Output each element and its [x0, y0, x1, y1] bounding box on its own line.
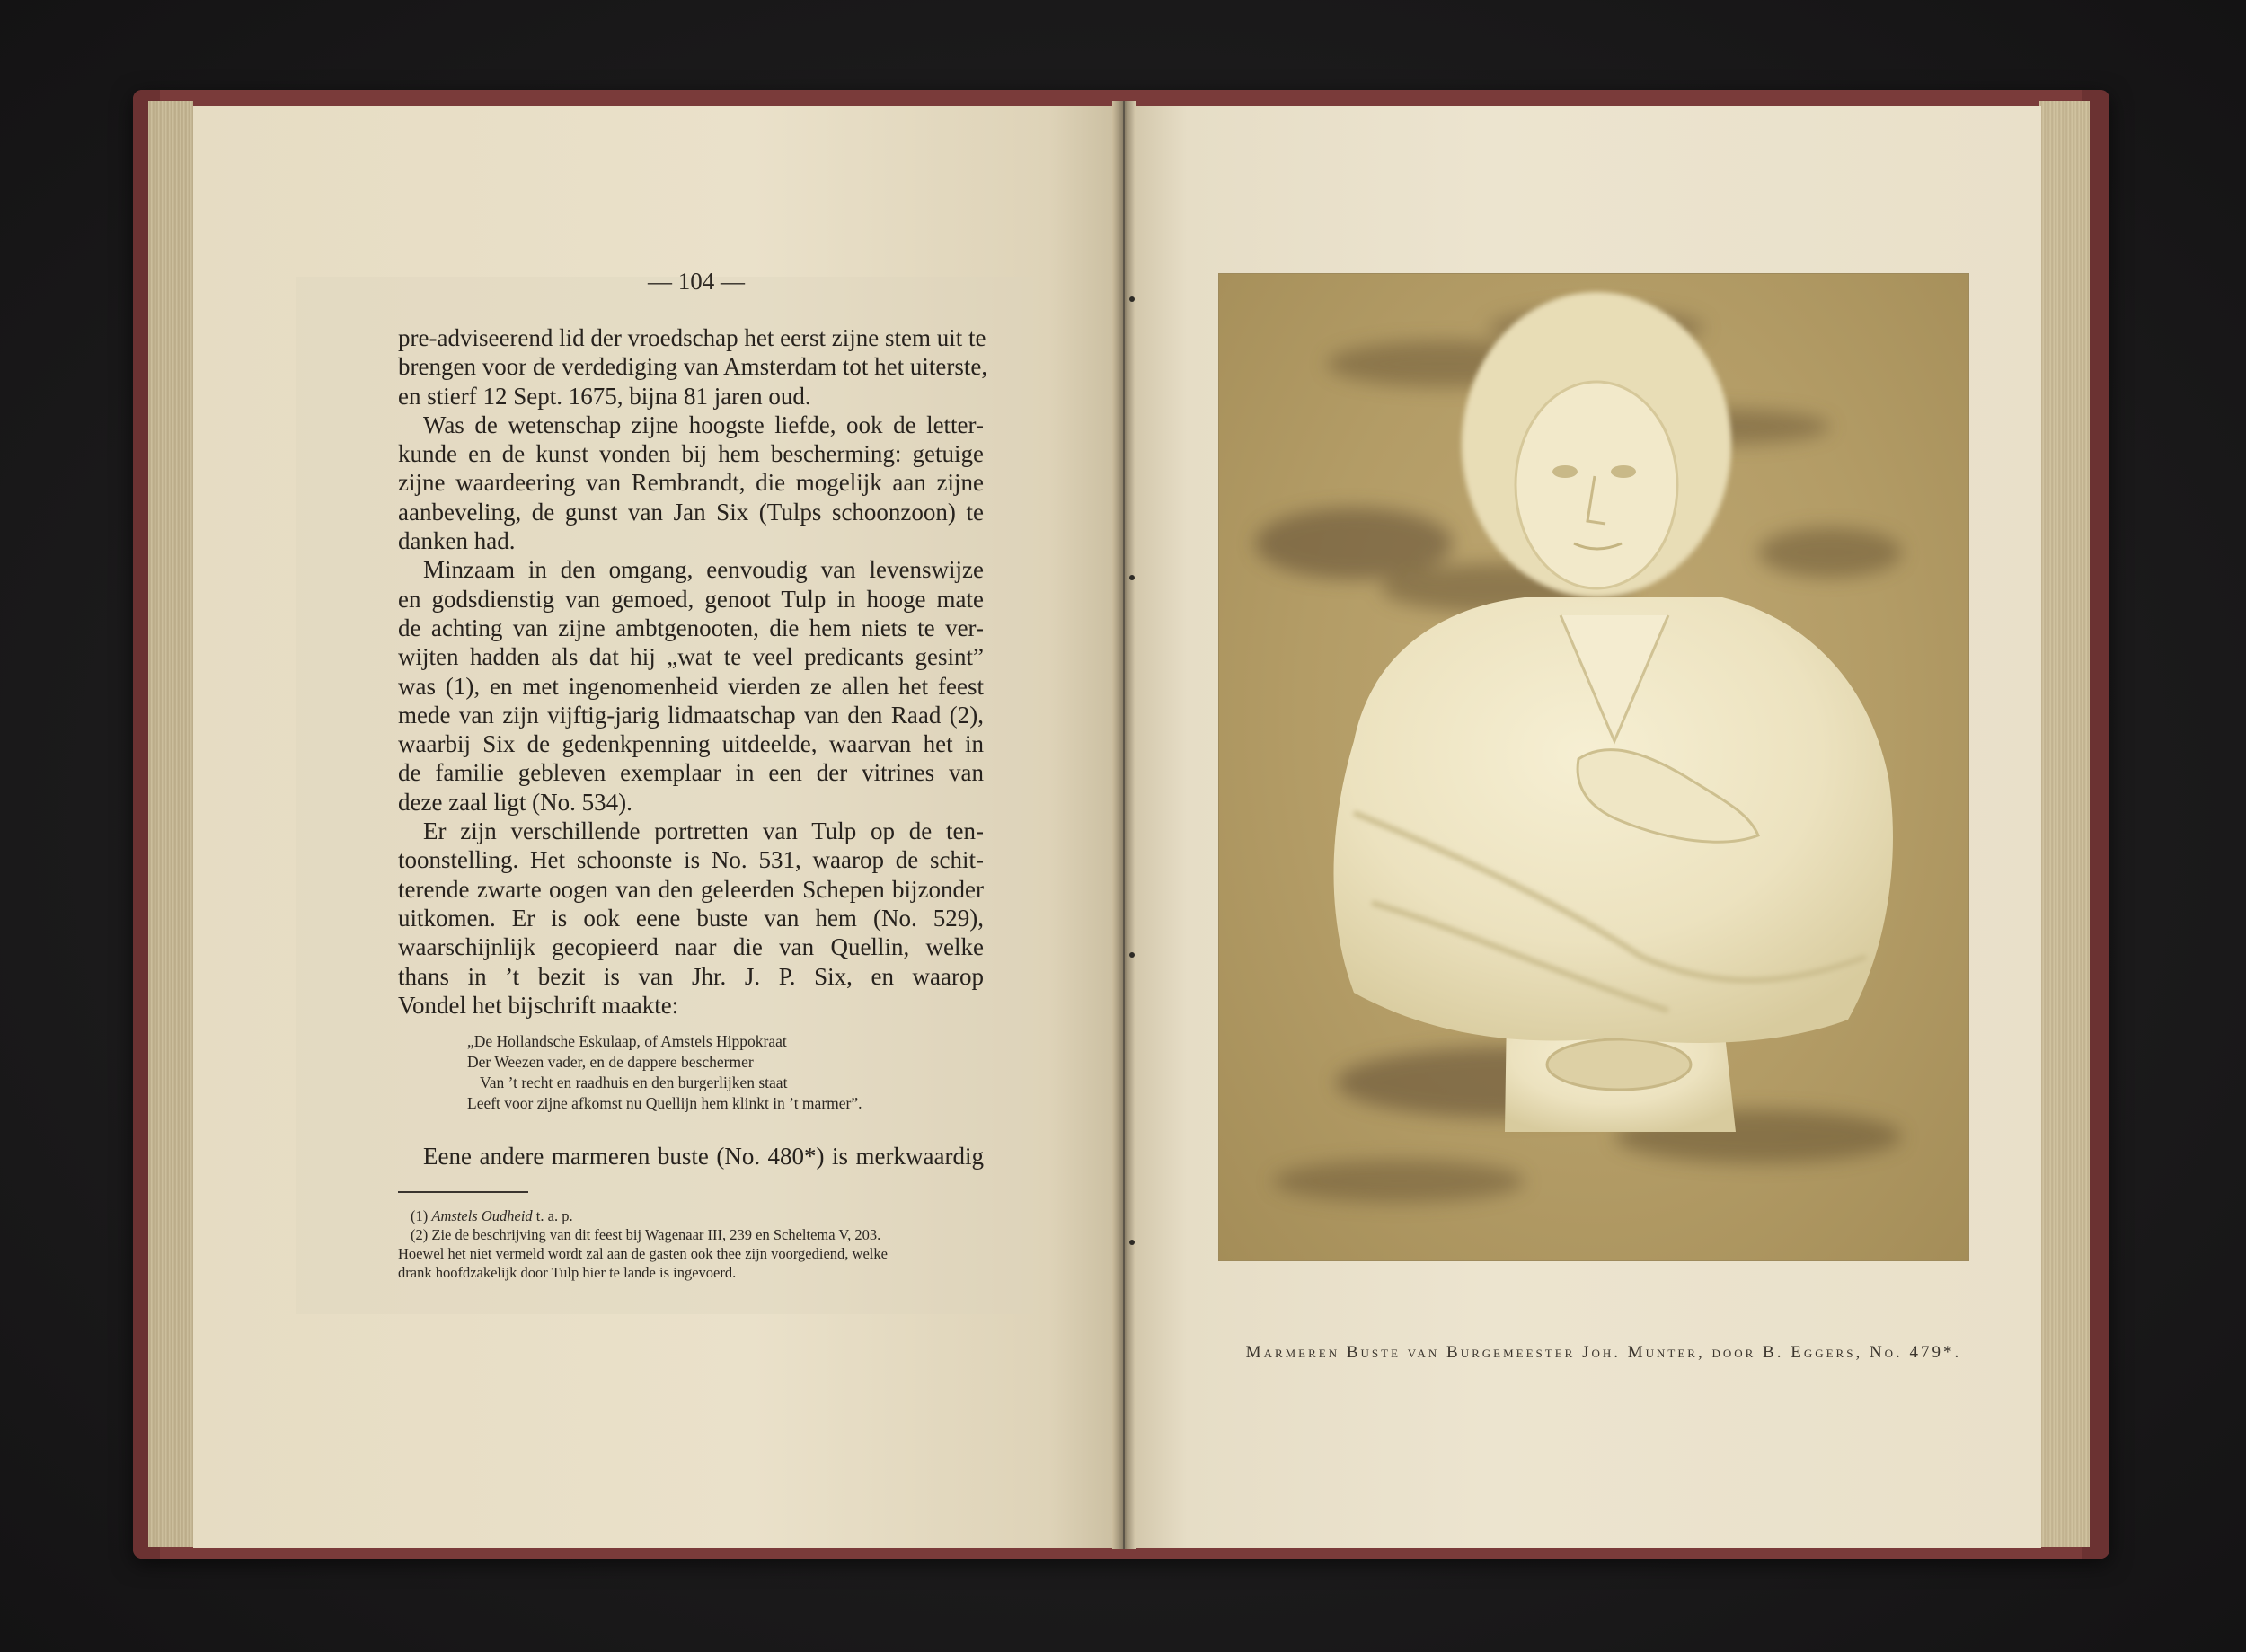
text-line: deze zaal ligt (No. 534). [398, 788, 632, 816]
footnote-2-continued: drank hoofdzakelijk door Tulp hier te lande is ingevoerd. [398, 1264, 737, 1281]
poem-line: Der Weezen vader, en de dappere beschermer [467, 1053, 754, 1071]
text-line: terende zwarte oogen van den geleerden Schepen bijzonder [398, 875, 984, 903]
text-line: Was de wetenschap zijne hoogste liefde, ook de letter- [423, 411, 984, 438]
text-line: wijten hadden als dat hij „wat te veel predicants gesint” [398, 643, 984, 671]
text-line: pre-adviseerend lid der vroedschap het eerst zijne stem uit te [398, 324, 986, 351]
text-line: waarbij Six de gedenkpenning uitdeelde, waarvan het in [398, 730, 984, 758]
footnote-title: Amstels Oudheid [431, 1207, 533, 1224]
paragraph [398, 555, 984, 817]
text-line: aanbeveling, de gunst van Jan Six (Tulps schoonzoon) te [398, 498, 984, 526]
text-line: uitkomen. Er is ook eene buste van hem (No. 529), [398, 904, 984, 932]
text-line: danken had. [398, 527, 516, 555]
binding-stitch [1129, 1240, 1135, 1245]
text-line: toonstelling. Het schoonste is No. 531, waarop de schit- [398, 846, 984, 874]
binding-stitch [1129, 575, 1135, 580]
footnotes [398, 1206, 984, 1282]
marble-bust-illustration [1219, 274, 1968, 1260]
bust-photograph [1219, 274, 1968, 1260]
text-line: thans in ’t bezit is van Jhr. J. P. Six, en waarop [398, 962, 984, 990]
page-number: — 104 — [648, 268, 745, 295]
photo-caption: Marmeren Buste van Burgemeester Joh. Munter, door B. Eggers, No. 479*. [1245, 1343, 1962, 1362]
text-line: en stierf 12 Sept. 1675, bijna 81 jaren oud. [398, 382, 811, 410]
text-line: Er zijn verschillende portretten van Tulp op de ten- [423, 817, 984, 845]
poem-line: „De Hollandsche Eskulaap, of Amstels Hippokraat [467, 1032, 787, 1050]
text-line: en godsdienstig van gemoed, genoot Tulp in hooge mate [398, 585, 984, 613]
closing-line [398, 1143, 984, 1171]
poem-quote [467, 1031, 1006, 1114]
paragraph [398, 323, 988, 411]
body-text [398, 323, 988, 1020]
binding-stitch [1129, 952, 1135, 958]
text-line: de achting van zijne ambtgenooten, die hem niets te ver- [398, 614, 984, 641]
text-line: zijne waardeering van Rembrandt, die mogelijk aan zijne [398, 469, 984, 497]
footnote-1 [398, 1206, 984, 1225]
footnote-marker: (1) [411, 1207, 429, 1224]
text-line: was (1), en met ingenomenheid vierden ze allen het feest [398, 672, 984, 700]
text-line: Vondel het bijschrift maakte: [398, 991, 679, 1019]
binding-stitch [1129, 296, 1135, 302]
page-stack-right [2039, 101, 2090, 1547]
poem-line: Leeft voor zijne afkomst nu Quellijn hem klinkt in ’t marmer”. [467, 1094, 862, 1112]
text-line: de familie gebleven exemplaar in een der vitrines van [398, 759, 984, 787]
footnote-2-continued: Hoewel het niet vermeld wordt zal aan de gasten ook thee zijn voorgediend, welke [398, 1245, 888, 1262]
book-gutter [1112, 101, 1136, 1549]
text-line: kunde en de kunst vonden bij hem bescherming: getuige [398, 440, 984, 468]
text-line: mede van zijn vijftig-jarig lidmaatschap van den Raad (2), [398, 701, 984, 729]
text-line: waarschijnlijk gecopieerd naar die van Quellin, welke [398, 933, 984, 961]
poem-line: Van ’t recht en raadhuis en den burgerlijken staat [480, 1073, 788, 1091]
text-line: brengen voor de verdediging van Amsterdam tot het uiterste, [398, 353, 988, 381]
paragraph [398, 411, 984, 555]
text-line: Minzaam in den omgang, eenvoudig van levenswijze [423, 556, 984, 584]
footnote-rule [398, 1191, 528, 1193]
text-line: Eene andere marmeren buste (No. 480*) is merkwaardig [423, 1143, 984, 1170]
page-stack-left [148, 101, 193, 1547]
footnote-2: (2) Zie de beschrijving van dit feest bij Wagenaar III, 239 en Scheltema V, 203. [411, 1226, 881, 1243]
paragraph [398, 817, 984, 1020]
footnote-text: t. a. p. [535, 1207, 573, 1224]
